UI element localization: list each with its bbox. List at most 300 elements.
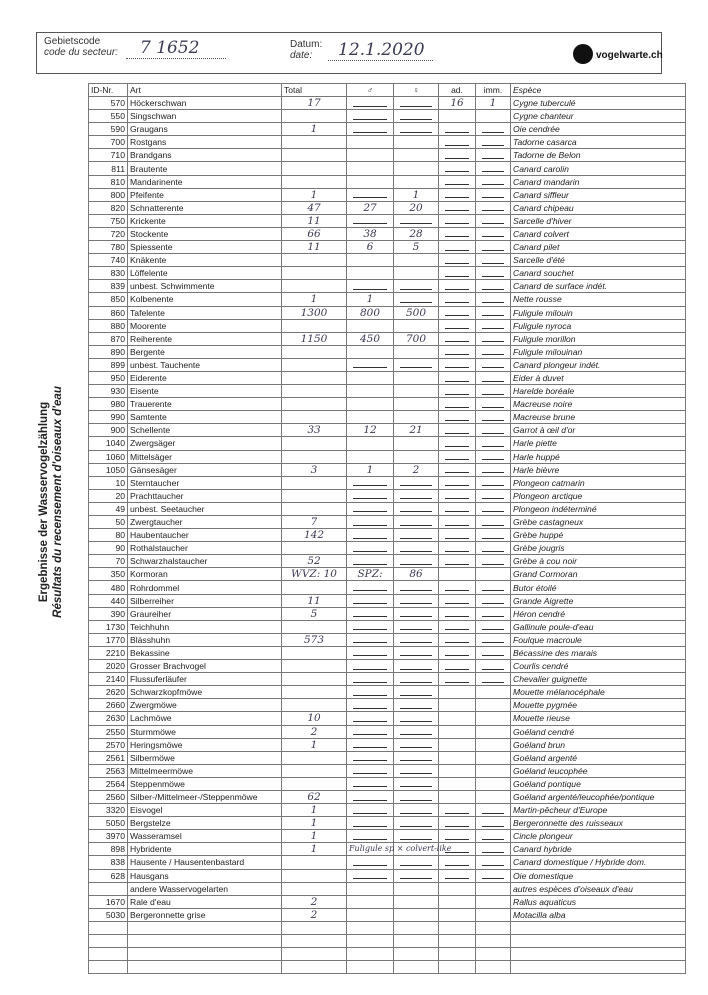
cell-adult[interactable] bbox=[439, 123, 476, 136]
cell-immature[interactable] bbox=[476, 371, 511, 384]
cell-total[interactable] bbox=[282, 777, 347, 790]
cell-adult[interactable] bbox=[439, 790, 476, 803]
cell-immature[interactable] bbox=[476, 162, 511, 175]
cell-male[interactable] bbox=[347, 856, 394, 869]
cell-male[interactable]: 27 bbox=[347, 201, 394, 214]
cell-total[interactable] bbox=[282, 476, 347, 489]
cell-immature[interactable] bbox=[476, 358, 511, 371]
cell-male[interactable] bbox=[347, 175, 394, 188]
cell-total[interactable] bbox=[282, 699, 347, 712]
cell-total[interactable] bbox=[282, 358, 347, 371]
cell-male[interactable] bbox=[347, 450, 394, 463]
cell-immature[interactable] bbox=[476, 751, 511, 764]
cell-immature[interactable] bbox=[476, 699, 511, 712]
cell-total[interactable] bbox=[282, 961, 347, 974]
cell-immature[interactable] bbox=[476, 830, 511, 843]
cell-male[interactable] bbox=[347, 345, 394, 358]
cell-male[interactable] bbox=[347, 751, 394, 764]
cell-total[interactable] bbox=[282, 175, 347, 188]
cell-immature[interactable] bbox=[476, 437, 511, 450]
cell-male[interactable] bbox=[347, 516, 394, 529]
cell-adult[interactable] bbox=[439, 188, 476, 201]
cell-adult[interactable] bbox=[439, 895, 476, 908]
cell-immature[interactable] bbox=[476, 489, 511, 502]
cell-total[interactable] bbox=[282, 398, 347, 411]
cell-male[interactable] bbox=[347, 921, 394, 934]
cell-male[interactable] bbox=[347, 594, 394, 607]
cell-male[interactable] bbox=[347, 790, 394, 803]
cell-female[interactable] bbox=[394, 385, 439, 398]
cell-female[interactable] bbox=[394, 633, 439, 646]
cell-immature[interactable] bbox=[476, 555, 511, 568]
cell-total[interactable] bbox=[282, 869, 347, 882]
cell-adult[interactable] bbox=[439, 607, 476, 620]
cell-female[interactable] bbox=[394, 214, 439, 227]
cell-male[interactable] bbox=[347, 699, 394, 712]
cell-female[interactable] bbox=[394, 280, 439, 293]
cell-female[interactable] bbox=[394, 476, 439, 489]
cell-total[interactable] bbox=[282, 764, 347, 777]
cell-adult[interactable] bbox=[439, 542, 476, 555]
cell-total[interactable]: 47 bbox=[282, 201, 347, 214]
cell-total[interactable] bbox=[282, 882, 347, 895]
cell-total[interactable] bbox=[282, 673, 347, 686]
cell-immature[interactable] bbox=[476, 660, 511, 673]
cell-male[interactable] bbox=[347, 738, 394, 751]
cell-total[interactable]: 52 bbox=[282, 555, 347, 568]
cell-female[interactable] bbox=[394, 660, 439, 673]
cell-female[interactable] bbox=[394, 110, 439, 123]
cell-female[interactable] bbox=[394, 804, 439, 817]
cell-female[interactable] bbox=[394, 921, 439, 934]
cell-adult[interactable] bbox=[439, 201, 476, 214]
cell-adult[interactable] bbox=[439, 254, 476, 267]
cell-male[interactable] bbox=[347, 149, 394, 162]
cell-adult[interactable] bbox=[439, 594, 476, 607]
cell-immature[interactable] bbox=[476, 110, 511, 123]
cell-female[interactable] bbox=[394, 123, 439, 136]
cell-total[interactable] bbox=[282, 450, 347, 463]
cell-immature[interactable] bbox=[476, 450, 511, 463]
cell-immature[interactable] bbox=[476, 568, 511, 581]
cell-immature[interactable] bbox=[476, 214, 511, 227]
cell-immature[interactable] bbox=[476, 948, 511, 961]
cell-total[interactable] bbox=[282, 254, 347, 267]
cell-immature[interactable] bbox=[476, 332, 511, 345]
cell-adult[interactable] bbox=[439, 948, 476, 961]
cell-female[interactable]: 2 bbox=[394, 463, 439, 476]
cell-adult[interactable] bbox=[439, 830, 476, 843]
cell-female[interactable] bbox=[394, 371, 439, 384]
cell-female[interactable] bbox=[394, 790, 439, 803]
cell-total[interactable] bbox=[282, 686, 347, 699]
cell-female[interactable] bbox=[394, 961, 439, 974]
cell-female[interactable] bbox=[394, 502, 439, 515]
cell-immature[interactable] bbox=[476, 227, 511, 240]
cell-adult[interactable] bbox=[439, 935, 476, 948]
cell-adult[interactable] bbox=[439, 280, 476, 293]
cell-adult[interactable] bbox=[439, 332, 476, 345]
cell-female[interactable] bbox=[394, 738, 439, 751]
cell-total[interactable] bbox=[282, 948, 347, 961]
cell-immature[interactable] bbox=[476, 790, 511, 803]
cell-male[interactable] bbox=[347, 830, 394, 843]
cell-female[interactable] bbox=[394, 882, 439, 895]
cell-female[interactable] bbox=[394, 620, 439, 633]
cell-adult[interactable] bbox=[439, 476, 476, 489]
cell-female[interactable] bbox=[394, 817, 439, 830]
cell-immature[interactable] bbox=[476, 817, 511, 830]
cell-female[interactable] bbox=[394, 646, 439, 659]
cell-total[interactable] bbox=[282, 542, 347, 555]
cell-male[interactable] bbox=[347, 660, 394, 673]
cell-total[interactable]: 62 bbox=[282, 790, 347, 803]
cell-immature[interactable] bbox=[476, 607, 511, 620]
cell-adult[interactable] bbox=[439, 568, 476, 581]
cell-female[interactable]: 500 bbox=[394, 306, 439, 319]
cell-total[interactable] bbox=[282, 385, 347, 398]
cell-immature[interactable] bbox=[476, 136, 511, 149]
cell-total[interactable]: 66 bbox=[282, 227, 347, 240]
cell-immature[interactable] bbox=[476, 764, 511, 777]
area-code-value[interactable]: 7 1652 bbox=[140, 38, 200, 58]
cell-male[interactable] bbox=[347, 97, 394, 110]
cell-adult[interactable] bbox=[439, 529, 476, 542]
cell-male[interactable] bbox=[347, 686, 394, 699]
cell-male[interactable] bbox=[347, 712, 394, 725]
cell-female[interactable] bbox=[394, 358, 439, 371]
cell-female[interactable] bbox=[394, 751, 439, 764]
cell-adult[interactable] bbox=[439, 712, 476, 725]
cell-male[interactable] bbox=[347, 398, 394, 411]
cell-immature[interactable] bbox=[476, 502, 511, 515]
cell-female[interactable] bbox=[394, 149, 439, 162]
cell-adult[interactable] bbox=[439, 516, 476, 529]
cell-male[interactable] bbox=[347, 437, 394, 450]
cell-adult[interactable] bbox=[439, 424, 476, 437]
cell-female[interactable] bbox=[394, 345, 439, 358]
cell-adult[interactable] bbox=[439, 267, 476, 280]
cell-female[interactable] bbox=[394, 699, 439, 712]
cell-male[interactable] bbox=[347, 385, 394, 398]
cell-total[interactable] bbox=[282, 660, 347, 673]
cell-total[interactable] bbox=[282, 280, 347, 293]
cell-total[interactable] bbox=[282, 437, 347, 450]
cell-total[interactable]: 1 bbox=[282, 830, 347, 843]
cell-total[interactable]: 573 bbox=[282, 633, 347, 646]
cell-adult[interactable] bbox=[439, 686, 476, 699]
cell-female[interactable] bbox=[394, 254, 439, 267]
cell-female[interactable] bbox=[394, 319, 439, 332]
cell-adult[interactable] bbox=[439, 725, 476, 738]
cell-adult[interactable] bbox=[439, 358, 476, 371]
cell-immature[interactable] bbox=[476, 895, 511, 908]
cell-adult[interactable] bbox=[439, 961, 476, 974]
cell-adult[interactable] bbox=[439, 345, 476, 358]
cell-female[interactable]: 86 bbox=[394, 568, 439, 581]
cell-immature[interactable] bbox=[476, 856, 511, 869]
cell-total[interactable]: 1300 bbox=[282, 306, 347, 319]
cell-adult[interactable] bbox=[439, 463, 476, 476]
cell-total[interactable] bbox=[282, 162, 347, 175]
cell-total[interactable]: 2 bbox=[282, 895, 347, 908]
cell-adult[interactable] bbox=[439, 646, 476, 659]
cell-adult[interactable] bbox=[439, 175, 476, 188]
cell-female[interactable] bbox=[394, 97, 439, 110]
cell-adult[interactable] bbox=[439, 149, 476, 162]
cell-immature[interactable] bbox=[476, 345, 511, 358]
cell-total[interactable]: 2 bbox=[282, 725, 347, 738]
cell-male[interactable]: 1 bbox=[347, 463, 394, 476]
cell-female[interactable] bbox=[394, 489, 439, 502]
cell-adult[interactable] bbox=[439, 620, 476, 633]
cell-adult[interactable] bbox=[439, 110, 476, 123]
cell-immature[interactable] bbox=[476, 149, 511, 162]
cell-adult[interactable] bbox=[439, 450, 476, 463]
cell-adult[interactable] bbox=[439, 241, 476, 254]
cell-male[interactable] bbox=[347, 908, 394, 921]
cell-female[interactable]: 28 bbox=[394, 227, 439, 240]
cell-immature[interactable] bbox=[476, 594, 511, 607]
cell-female[interactable] bbox=[394, 764, 439, 777]
cell-total[interactable]: 11 bbox=[282, 594, 347, 607]
cell-adult[interactable] bbox=[439, 633, 476, 646]
cell-female[interactable] bbox=[394, 686, 439, 699]
cell-adult[interactable] bbox=[439, 869, 476, 882]
cell-male[interactable] bbox=[347, 358, 394, 371]
cell-male[interactable] bbox=[347, 607, 394, 620]
cell-total[interactable]: 17 bbox=[282, 97, 347, 110]
cell-adult[interactable] bbox=[439, 371, 476, 384]
cell-immature[interactable] bbox=[476, 673, 511, 686]
cell-female[interactable] bbox=[394, 725, 439, 738]
cell-total[interactable]: 1 bbox=[282, 738, 347, 751]
cell-male[interactable] bbox=[347, 267, 394, 280]
cell-immature[interactable] bbox=[476, 620, 511, 633]
cell-female[interactable] bbox=[394, 594, 439, 607]
cell-male[interactable]: SPZ: bbox=[347, 568, 394, 581]
cell-total[interactable]: 11 bbox=[282, 214, 347, 227]
cell-adult[interactable] bbox=[439, 214, 476, 227]
cell-male[interactable] bbox=[347, 529, 394, 542]
cell-male[interactable] bbox=[347, 817, 394, 830]
cell-total[interactable]: 142 bbox=[282, 529, 347, 542]
cell-adult[interactable] bbox=[439, 306, 476, 319]
cell-immature[interactable] bbox=[476, 712, 511, 725]
cell-male[interactable] bbox=[347, 280, 394, 293]
cell-female[interactable] bbox=[394, 267, 439, 280]
cell-male[interactable] bbox=[347, 948, 394, 961]
cell-adult[interactable] bbox=[439, 817, 476, 830]
cell-immature[interactable] bbox=[476, 581, 511, 594]
cell-immature[interactable] bbox=[476, 633, 511, 646]
cell-female[interactable] bbox=[394, 935, 439, 948]
cell-total[interactable] bbox=[282, 935, 347, 948]
cell-female[interactable] bbox=[394, 437, 439, 450]
cell-adult[interactable] bbox=[439, 437, 476, 450]
cell-female[interactable] bbox=[394, 555, 439, 568]
cell-adult[interactable] bbox=[439, 136, 476, 149]
cell-adult[interactable] bbox=[439, 673, 476, 686]
cell-total[interactable] bbox=[282, 371, 347, 384]
cell-female[interactable] bbox=[394, 830, 439, 843]
cell-male[interactable] bbox=[347, 489, 394, 502]
cell-female[interactable]: 21 bbox=[394, 424, 439, 437]
cell-adult[interactable] bbox=[439, 764, 476, 777]
cell-male[interactable] bbox=[347, 764, 394, 777]
cell-total[interactable]: 3 bbox=[282, 463, 347, 476]
cell-total[interactable] bbox=[282, 267, 347, 280]
cell-immature[interactable] bbox=[476, 398, 511, 411]
cell-female[interactable] bbox=[394, 411, 439, 424]
cell-female[interactable]: 700 bbox=[394, 332, 439, 345]
cell-immature[interactable] bbox=[476, 293, 511, 306]
cell-female[interactable] bbox=[394, 175, 439, 188]
cell-immature[interactable] bbox=[476, 725, 511, 738]
cell-female[interactable] bbox=[394, 581, 439, 594]
cell-immature[interactable] bbox=[476, 123, 511, 136]
cell-immature[interactable] bbox=[476, 254, 511, 267]
cell-total[interactable] bbox=[282, 319, 347, 332]
cell-female[interactable] bbox=[394, 712, 439, 725]
cell-adult[interactable] bbox=[439, 555, 476, 568]
cell-immature[interactable] bbox=[476, 646, 511, 659]
cell-female[interactable] bbox=[394, 948, 439, 961]
cell-immature[interactable] bbox=[476, 516, 511, 529]
cell-male[interactable] bbox=[347, 777, 394, 790]
cell-total[interactable]: 1 bbox=[282, 293, 347, 306]
cell-male[interactable] bbox=[347, 319, 394, 332]
cell-female[interactable]: 5 bbox=[394, 241, 439, 254]
cell-adult[interactable] bbox=[439, 581, 476, 594]
cell-adult[interactable] bbox=[439, 227, 476, 240]
cell-female[interactable] bbox=[394, 777, 439, 790]
cell-immature[interactable] bbox=[476, 777, 511, 790]
cell-total[interactable] bbox=[282, 110, 347, 123]
cell-total[interactable] bbox=[282, 502, 347, 515]
cell-adult[interactable] bbox=[439, 777, 476, 790]
cell-male[interactable] bbox=[347, 123, 394, 136]
cell-female[interactable] bbox=[394, 516, 439, 529]
cell-immature[interactable] bbox=[476, 175, 511, 188]
cell-adult[interactable] bbox=[439, 162, 476, 175]
cell-total[interactable]: 10 bbox=[282, 712, 347, 725]
cell-male[interactable]: 6 bbox=[347, 241, 394, 254]
cell-total[interactable]: 1 bbox=[282, 188, 347, 201]
cell-immature[interactable] bbox=[476, 961, 511, 974]
cell-adult[interactable] bbox=[439, 398, 476, 411]
cell-adult[interactable] bbox=[439, 908, 476, 921]
cell-male[interactable]: 450 bbox=[347, 332, 394, 345]
cell-male[interactable] bbox=[347, 895, 394, 908]
cell-immature[interactable] bbox=[476, 921, 511, 934]
cell-total[interactable]: 1 bbox=[282, 843, 347, 856]
cell-female[interactable] bbox=[394, 293, 439, 306]
cell-male[interactable]: 800 bbox=[347, 306, 394, 319]
cell-adult[interactable] bbox=[439, 502, 476, 515]
cell-female[interactable] bbox=[394, 136, 439, 149]
cell-female[interactable] bbox=[394, 895, 439, 908]
cell-male[interactable] bbox=[347, 961, 394, 974]
cell-total[interactable] bbox=[282, 489, 347, 502]
cell-adult[interactable] bbox=[439, 738, 476, 751]
cell-male[interactable] bbox=[347, 620, 394, 633]
cell-total[interactable] bbox=[282, 620, 347, 633]
cell-adult[interactable] bbox=[439, 882, 476, 895]
cell-male[interactable]: 38 bbox=[347, 227, 394, 240]
cell-adult[interactable] bbox=[439, 489, 476, 502]
cell-immature[interactable] bbox=[476, 280, 511, 293]
cell-immature[interactable] bbox=[476, 463, 511, 476]
cell-female[interactable] bbox=[394, 542, 439, 555]
cell-adult[interactable] bbox=[439, 411, 476, 424]
date-value[interactable]: 12.1.2020 bbox=[338, 40, 425, 60]
cell-immature[interactable] bbox=[476, 935, 511, 948]
cell-adult[interactable] bbox=[439, 699, 476, 712]
cell-female[interactable] bbox=[394, 398, 439, 411]
cell-male[interactable] bbox=[347, 555, 394, 568]
cell-adult[interactable] bbox=[439, 293, 476, 306]
cell-female[interactable] bbox=[394, 607, 439, 620]
cell-immature[interactable] bbox=[476, 686, 511, 699]
cell-total[interactable]: 11 bbox=[282, 241, 347, 254]
cell-male[interactable] bbox=[347, 869, 394, 882]
cell-male[interactable] bbox=[347, 725, 394, 738]
cell-female[interactable] bbox=[394, 529, 439, 542]
cell-immature[interactable]: 1 bbox=[476, 97, 511, 110]
cell-total[interactable] bbox=[282, 136, 347, 149]
cell-immature[interactable] bbox=[476, 411, 511, 424]
cell-adult[interactable] bbox=[439, 751, 476, 764]
cell-immature[interactable] bbox=[476, 869, 511, 882]
cell-total[interactable] bbox=[282, 646, 347, 659]
cell-male[interactable] bbox=[347, 581, 394, 594]
cell-total[interactable] bbox=[282, 149, 347, 162]
cell-female[interactable]: 1 bbox=[394, 188, 439, 201]
cell-immature[interactable] bbox=[476, 319, 511, 332]
cell-immature[interactable] bbox=[476, 306, 511, 319]
cell-male[interactable] bbox=[347, 188, 394, 201]
cell-male[interactable] bbox=[347, 162, 394, 175]
cell-immature[interactable] bbox=[476, 843, 511, 856]
cell-immature[interactable] bbox=[476, 241, 511, 254]
cell-female[interactable] bbox=[394, 162, 439, 175]
cell-male[interactable] bbox=[347, 136, 394, 149]
cell-female[interactable]: 20 bbox=[394, 201, 439, 214]
cell-adult[interactable] bbox=[439, 660, 476, 673]
cell-male[interactable] bbox=[347, 411, 394, 424]
cell-total[interactable]: 5 bbox=[282, 607, 347, 620]
cell-total[interactable]: 33 bbox=[282, 424, 347, 437]
cell-total[interactable] bbox=[282, 921, 347, 934]
cell-total[interactable]: WVZ: 10 bbox=[282, 568, 347, 581]
cell-total[interactable]: 1 bbox=[282, 804, 347, 817]
cell-adult[interactable] bbox=[439, 804, 476, 817]
cell-total[interactable]: 1 bbox=[282, 123, 347, 136]
cell-male[interactable] bbox=[347, 476, 394, 489]
cell-male[interactable]: 1 bbox=[347, 293, 394, 306]
cell-total[interactable]: 1 bbox=[282, 817, 347, 830]
cell-adult[interactable]: 16 bbox=[439, 97, 476, 110]
cell-total[interactable] bbox=[282, 856, 347, 869]
cell-adult[interactable] bbox=[439, 385, 476, 398]
cell-immature[interactable] bbox=[476, 201, 511, 214]
cell-immature[interactable] bbox=[476, 267, 511, 280]
cell-immature[interactable] bbox=[476, 476, 511, 489]
cell-immature[interactable] bbox=[476, 908, 511, 921]
cell-total[interactable] bbox=[282, 345, 347, 358]
cell-total[interactable] bbox=[282, 751, 347, 764]
